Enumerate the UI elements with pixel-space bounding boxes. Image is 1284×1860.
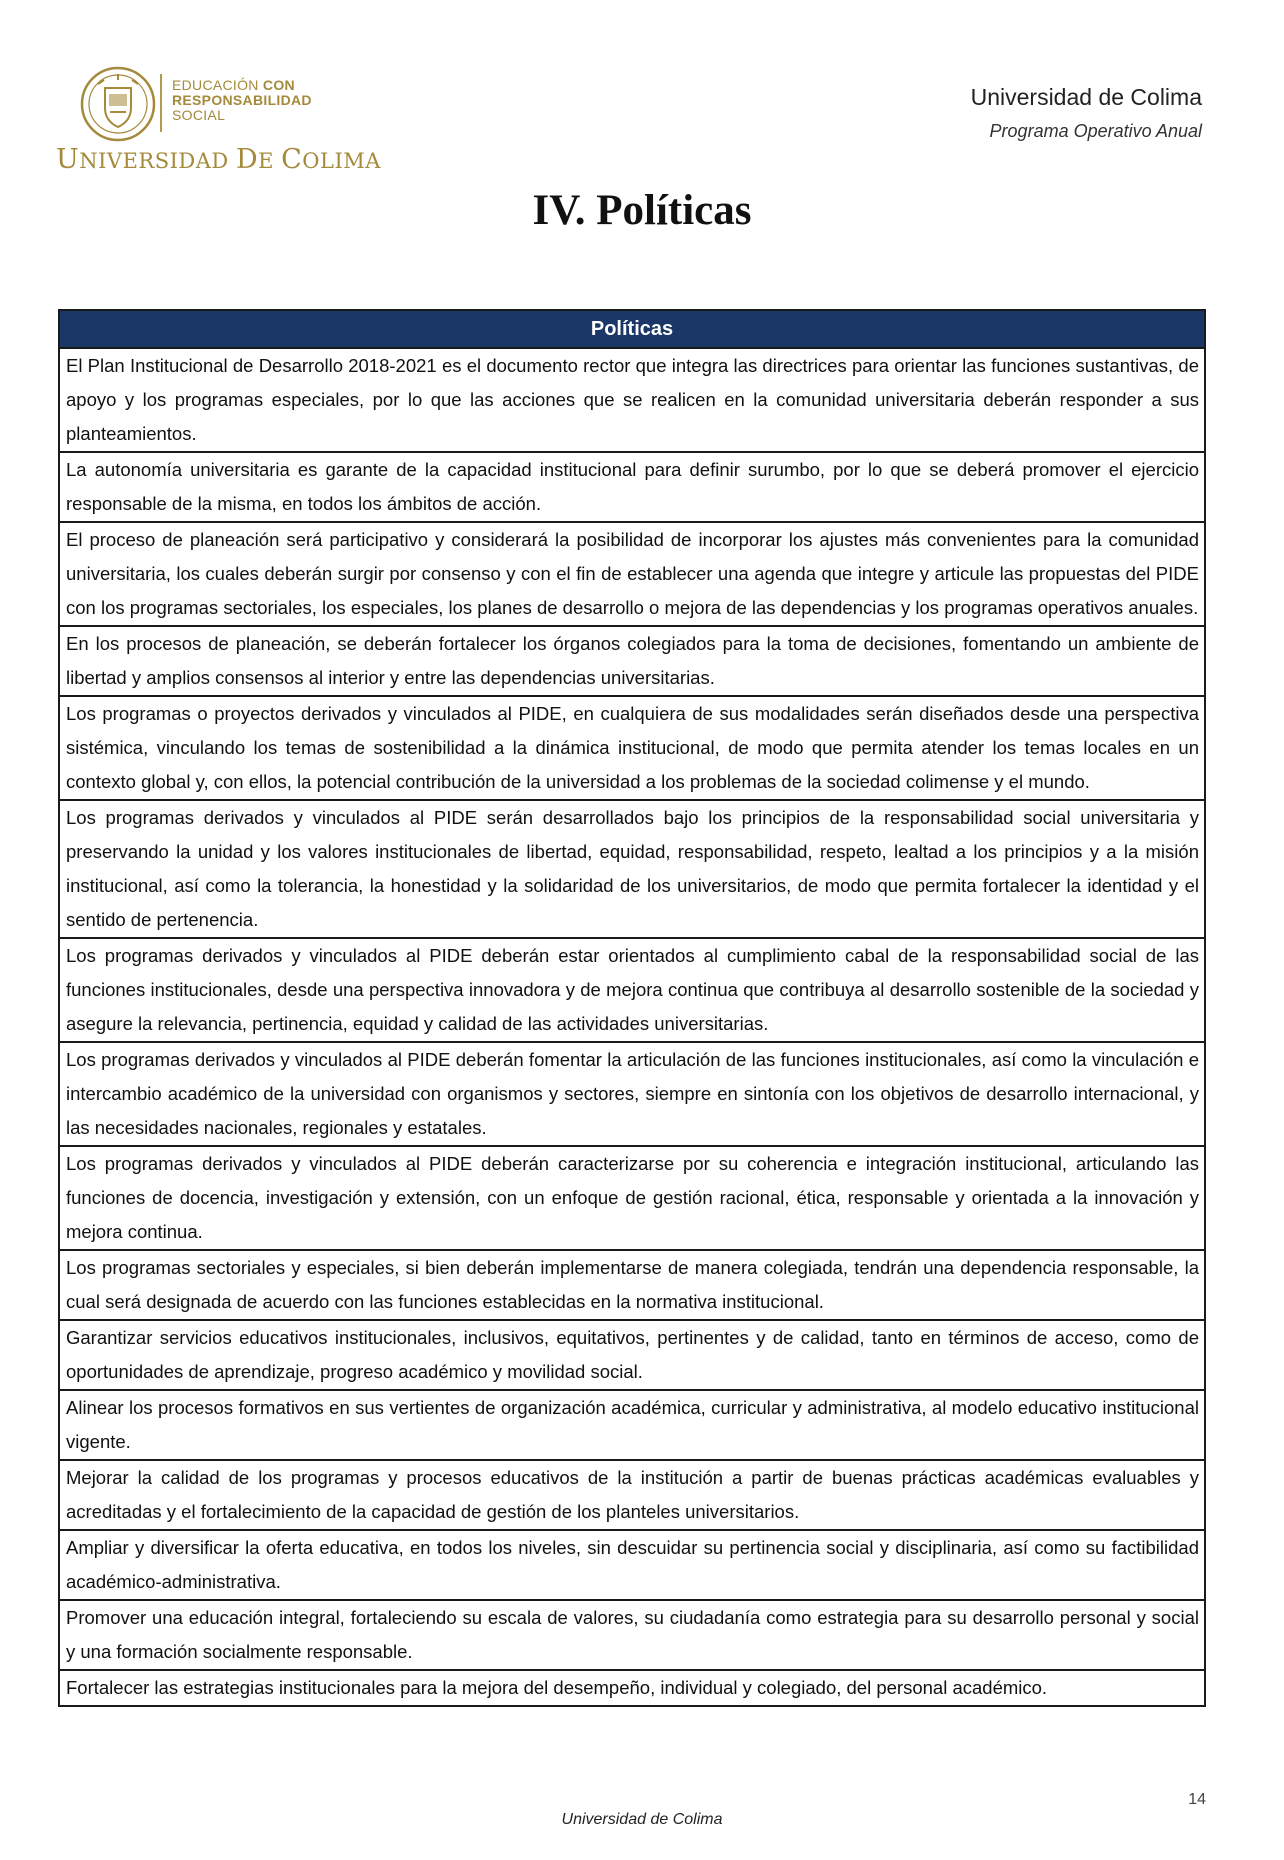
- table-row: [59, 1670, 1205, 1706]
- slogan-line-responsabilidad: RESPONSABILIDAD: [172, 92, 312, 108]
- policy-cell: El Plan Institucional de Desarrollo 2018-2021 es el documento rector que integra las directrices para orientar las funciones sustantivas, de apoyo y los programas especiales, por lo que las acciones que se realicen en la comunidad universitaria deberán responder a sus planteamientos.: [59, 348, 1205, 452]
- table-row: [59, 452, 1205, 522]
- policy-cell: El proceso de planeación será participativo y considerará la posibilidad de incorporar los ajustes más convenientes para la comunidad universitaria, los cuales deberán surgir por consenso y con el fin de establecer una agenda que integre y articule las propuestas del PIDE con los programas sectoriales, los especiales, los planes de desarrollo o mejora de las dependencias y los programas operativos anuales.: [59, 522, 1205, 626]
- table-row: [59, 1146, 1205, 1250]
- page-title: IV. Políticas: [532, 187, 752, 234]
- policy-cell: Alinear los procesos formativos en sus vertientes de organización académica, curricular y administrativa, al modelo educativo institucional vigente.: [59, 1390, 1205, 1460]
- policies-table: [58, 309, 1206, 1707]
- table-header: Políticas: [59, 310, 1205, 348]
- slogan-word-educacion: EDUCACIÓN: [172, 77, 259, 93]
- logo-divider: [160, 74, 162, 132]
- header-subtitle: Programa Operativo Anual: [989, 121, 1202, 141]
- policy-cell: Los programas derivados y vinculados al PIDE deberán caracterizarse por su coherencia e integración institucional, articulando las funciones de docencia, investigación y extensión, con un enfoque de gestión racional, ética, responsable y orientada a la innovación y mejora continua.: [59, 1146, 1205, 1250]
- logo-university-name: UNIVERSIDAD DE COLIMA: [56, 144, 381, 175]
- table-header-row: [59, 310, 1205, 348]
- table-row: [59, 1042, 1205, 1146]
- policy-cell: Los programas o proyectos derivados y vinculados al PIDE, en cualquiera de sus modalidades serán diseñados desde una perspectiva sistémica, vinculando los temas de sostenibilidad a la dinámica institucional, de modo que permita atender los temas locales en un contexto global y, con ellos, la potencial contribución de la universidad a los problemas de la sociedad colimense y el mundo.: [59, 696, 1205, 800]
- policy-cell: Promover una educación integral, fortaleciendo su escala de valores, su ciudadanía como estrategia para su desarrollo personal y social y una formación socialmente responsable.: [59, 1600, 1205, 1670]
- table-row: [59, 1460, 1205, 1530]
- policy-cell: Garantizar servicios educativos institucionales, inclusivos, equitativos, pertinentes y de calidad, tanto en términos de acceso, como de oportunidades de aprendizaje, progreso académico y movilidad social.: [59, 1320, 1205, 1390]
- header-title: Universidad de Colima: [970, 84, 1202, 110]
- logo-slogan: [172, 78, 312, 123]
- table-row: [59, 696, 1205, 800]
- slogan-line-social: SOCIAL: [172, 107, 226, 123]
- policy-cell: Los programas sectoriales y especiales, si bien deberán implementarse de manera colegiada, tendrán una dependencia responsable, la cual será designada de acuerdo con las funciones establecidas en la normativa institucional.: [59, 1250, 1205, 1320]
- policy-cell: Los programas derivados y vinculados al PIDE deberán fomentar la articulación de las funciones institucionales, así como la vinculación e intercambio académico de la universidad con organismos y sectores, siempre en sintonía con los objetivos de desarrollo internacional, y las necesidades nacionales, regionales y estatales.: [59, 1042, 1205, 1146]
- policy-cell: La autonomía universitaria es garante de la capacidad institucional para definir surumbo, por lo que se deberá promover el ejercicio responsable de la misma, en todos los ámbitos de acción.: [59, 452, 1205, 522]
- table-row: [59, 1390, 1205, 1460]
- page-number: 14: [1188, 1791, 1206, 1808]
- slogan-word-con: CON: [262, 77, 295, 93]
- policy-cell: Los programas derivados y vinculados al PIDE serán desarrollados bajo los principios de la responsabilidad social universitaria y preservando la unidad y los valores institucionales de libertad, equidad, responsabilidad, respeto, lealtad a los principios y a la misión institucional, así como la tolerancia, la honestidad y la solidaridad de los universitarios, de modo que permita fortalecer la identidad y el sentido de pertenencia.: [59, 800, 1205, 938]
- table-row: [59, 1250, 1205, 1320]
- table-row: [59, 1530, 1205, 1600]
- table-row: [59, 1600, 1205, 1670]
- footer-text: Universidad de Colima: [561, 1811, 723, 1828]
- university-seal-icon: [80, 66, 156, 142]
- policy-cell: En los procesos de planeación, se deberán fortalecer los órganos colegiados para la toma de decisiones, fomentando un ambiente de libertad y amplios consensos al interior y entre las dependencias universitarias.: [59, 626, 1205, 696]
- table-row: [59, 1320, 1205, 1390]
- table-row: [59, 348, 1205, 452]
- table-row: [59, 938, 1205, 1042]
- policy-cell: Los programas derivados y vinculados al PIDE deberán estar orientados al cumplimiento cabal de la responsabilidad social de las funciones institucionales, desde una perspectiva innovadora y de mejora continua que contribuya al desarrollo sostenible de la sociedad y asegure la relevancia, pertinencia, equidad y calidad de las actividades universitarias.: [59, 938, 1205, 1042]
- table-row: [59, 800, 1205, 938]
- table-row: [59, 626, 1205, 696]
- university-logo: [56, 64, 381, 175]
- policy-cell: Mejorar la calidad de los programas y procesos educativos de la institución a partir de buenas prácticas académicas evaluables y acreditadas y el fortalecimiento de la capacidad de gestión de los planteles universitarios.: [59, 1460, 1205, 1530]
- policy-cell: Fortalecer las estrategias institucionales para la mejora del desempeño, individual y colegiado, del personal académico.: [59, 1670, 1205, 1706]
- policy-cell: Ampliar y diversificar la oferta educativa, en todos los niveles, sin descuidar su pertinencia social y disciplinaria, así como su factibilidad académico-administrativa.: [59, 1530, 1205, 1600]
- table-row: [59, 522, 1205, 626]
